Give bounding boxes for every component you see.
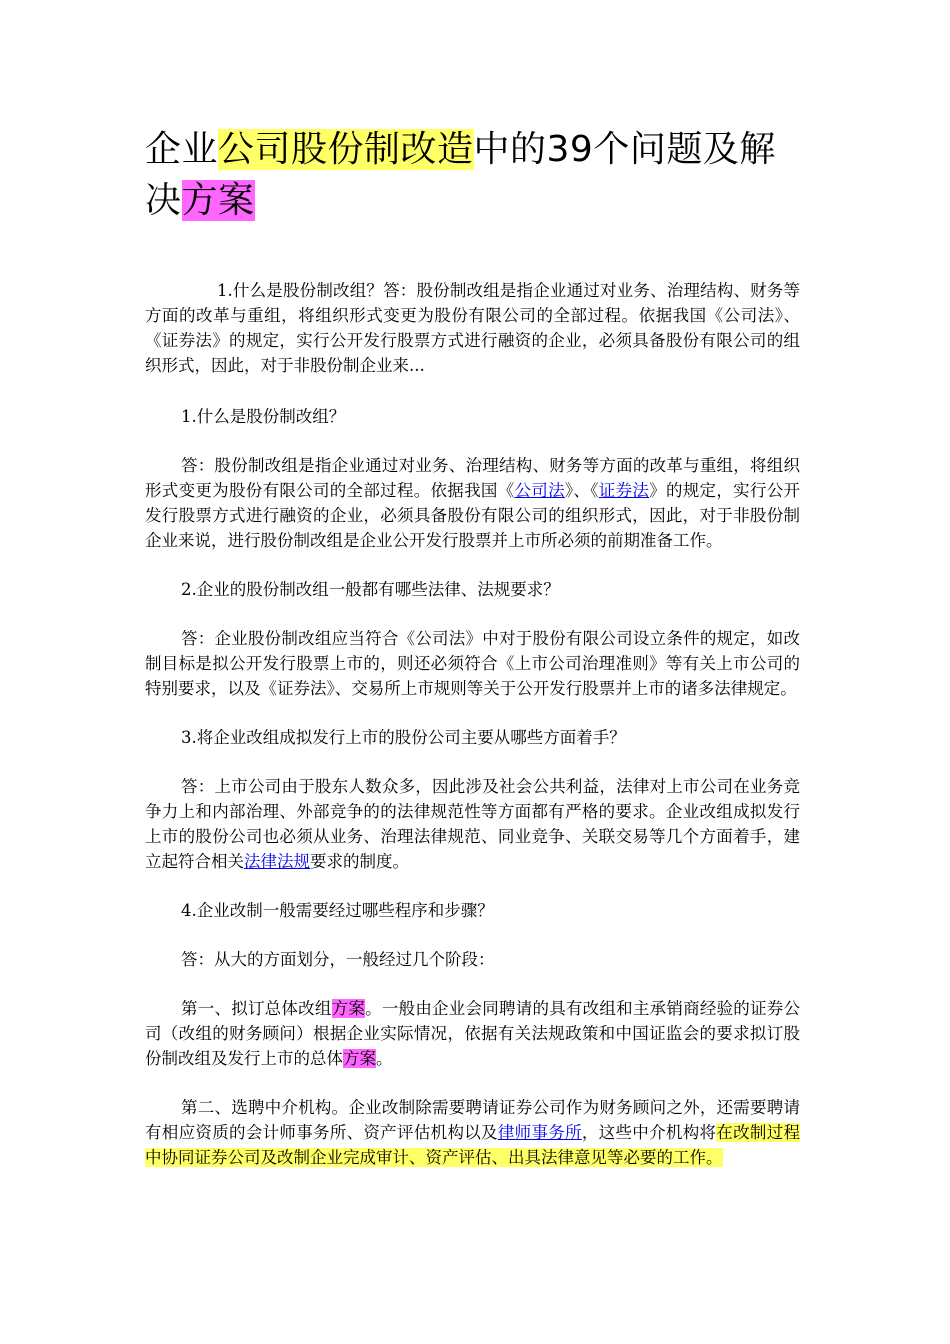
summary-paragraph: 1.什么是股份制改组？答：股份制改组是指企业通过对业务、治理结构、财务等方面的改革与重组，将组织形式变更为股份有限公司的全部过程。依据我国《公司法》、《证券法》的规定，实行公开发行股票方式进行融资的企业，必须具备股份有限公司的组织形式，因此，对于非股份制企业来... (145, 281, 800, 375)
question-3: 3.将企业改组成拟发行上市的股份公司主要从哪些方面着手？ (181, 728, 626, 747)
answer-1-text-a: 答：股份制改组是指企业通过对业务、治理结构、财务等方面的改革与重组，将组织形式变更为股份有限公司的全部过程。依据我国《 (145, 456, 800, 500)
answer-3-text-b: 要求的制度。 (310, 852, 409, 871)
title-part-3: 中的39个问题及解决 (145, 129, 776, 221)
step-1-highlight-b: 方案 (343, 1049, 376, 1068)
step-2-text-a: 第二、选聘中介机构。企业改制除需要聘请证券公司作为财务顾问之外，还需要聘请有相应资质的会计师事务所、资产评估机构以及 (145, 1098, 800, 1142)
answer-3 (145, 774, 800, 874)
step-1-text-a: 第一、拟订总体改组 (181, 999, 332, 1018)
step-2-paragraph (145, 1095, 800, 1170)
answer-1-text-c: 》的规定，实行公开发行股票方式进行融资的企业，必须具备股份有限公司的组织形式，因此，对于非股份制企业来说，进行股份制改组是企业公开发行股票并上市所必须的前期准备工作。 (145, 481, 801, 550)
answer-1-text-b: 》、《 (564, 481, 599, 500)
step-2-text-b: ，这些中介机构将 (581, 1123, 717, 1142)
question-4: 4.企业改制一般需要经过哪些程序和步骤？ (181, 901, 494, 920)
securities-law-link[interactable]: 证券法 (598, 481, 650, 500)
answer-4: 答：从大的方面划分，一般经过几个阶段： (181, 950, 495, 969)
answer-3-text-a: 答：上市公司由于股东人数众多，因此涉及社会公共利益，法律对上市公司在业务竞争力上和内部治理、外部竞争的的法律规范性等方面都有严格的要求。企业改组成拟发行上市的股份公司也必须从业务、治理法律规范、同业竞争、关联交易等几个方面着手，建立起符合相关 (145, 777, 800, 871)
answer-2: 答：企业股份制改组应当符合《公司法》中对于股份有限公司设立条件的规定，如改制目标是拟公开发行股票上市的，则还必须符合《上市公司治理准则》等有关上市公司的特别要求，以及《证券法》、交易所上市规则等关于公开发行股票并上市的诸多法律规定。 (145, 629, 800, 698)
step-1-highlight-a: 方案 (331, 999, 366, 1018)
title-part-1: 企业 (145, 129, 219, 170)
document-title (145, 124, 800, 226)
step-1-paragraph (145, 996, 800, 1071)
document-body (145, 124, 800, 1170)
law-firm-link[interactable]: 律师事务所 (497, 1123, 582, 1142)
step-1-text-b: 。一般由企业会同聘请的具有改组和主承销商经验的证券公司（改组的财务顾问）根据企业实际情况，依据有关法规政策和中国证监会的要求拟订股份制改组及发行上市的总体 (145, 999, 801, 1068)
question-1: 1.什么是股份制改组？ (181, 407, 346, 426)
question-2: 2.企业的股份制改组一般都有哪些法律、法规要求？ (181, 580, 560, 599)
title-highlight-pink: 方案 (181, 180, 255, 221)
step-2-highlight: 在改制过程中协同证券公司及改制企业完成审计、资产评估、出具法律意见等必要的工作。 (145, 1123, 801, 1167)
laws-regulations-link[interactable]: 法律法规 (244, 852, 310, 871)
company-law-link[interactable]: 公司法 (514, 481, 565, 500)
answer-1 (145, 453, 800, 553)
step-1-text-c: 。 (376, 1049, 393, 1068)
title-highlight-yellow: 公司股份制改造 (218, 129, 474, 170)
